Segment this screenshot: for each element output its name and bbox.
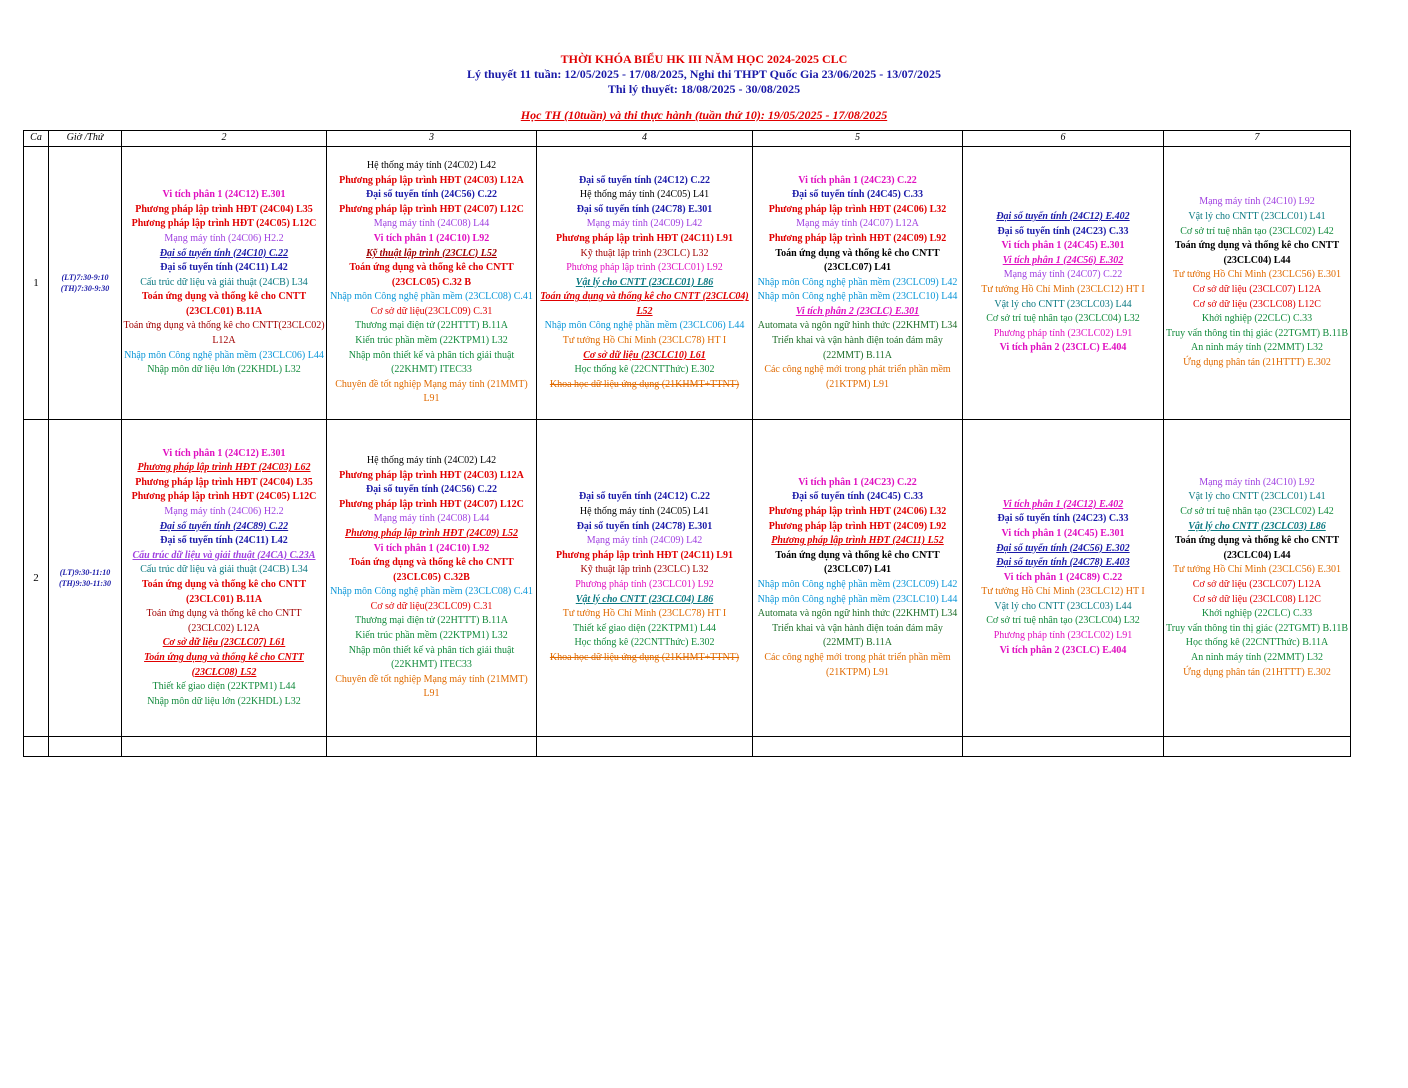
empty-cell [327,737,537,757]
day-cell [753,147,963,420]
course-entry: Kỹ thuật lập trình (23CLC) L52 [366,247,497,259]
course-entry: Chuyên đề tốt nghiệp Mạng máy tính (21MMT) L91 [335,378,528,405]
course-entry: Vi tích phân 1 (24C23) C.22 [798,476,917,488]
course-entry: Đại số tuyến tính (24C12) E.402 [996,211,1130,223]
day-cell [327,420,537,737]
course-entry: Cơ sở dữ liệu (23CLC07) L61 [162,637,286,649]
course-entry: Vi tích phân 2 (23CLC) E.301 [795,305,920,317]
course-entry: Đại số tuyến tính (24C78) E.301 [576,520,713,532]
course-entry: Cấu trúc dữ liệu và giải thuật (24CA) C.23A [132,549,316,561]
course-entry: Đại số tuyến tính (24C56) E.302 [996,542,1130,554]
course-entry: Phương pháp lập trình HĐT (24C03) L62 [137,462,311,474]
theory-time: (LT)9:30-11:10 [59,568,111,577]
course-entry: Mạng máy tính (24C06) H2.2 [164,232,284,244]
day-cell [537,420,753,737]
course-entry: Ứng dụng phân tán (21HTTT) E.302 [1183,356,1331,368]
course-entry: Đại số tuyến tính (24C23) C.33 [997,513,1129,525]
day-cell [1164,420,1351,737]
empty-cell [49,737,122,757]
course-entry: Khoa học dữ liệu ứng dụng (21KHMT+TTNT) [549,651,740,663]
course-entry: Mạng máy tính (24C08) L44 [373,513,490,525]
course-entry: Vi tích phân 1 (24C89) C.22 [1003,571,1123,583]
day-cell [537,147,753,420]
session-number: 1 [24,147,49,420]
course-entry: Tư tưởng Hồ Chí Minh (23CLC12) HT I [981,284,1145,295]
course-entry: Vật lý cho CNTT (23CLC01) L86 [575,276,714,288]
course-entry: Vi tích phân 1 (24C12) E.402 [1002,498,1124,510]
day-cell [1164,147,1351,420]
course-entry: Phương pháp lập trình HĐT (24C09) L92 [768,520,947,532]
course-entry: An ninh máy tính (22MMT) L32 [1191,651,1323,663]
course-entry: Chuyên đề tốt nghiệp Mạng máy tính (21MMT) L91 [335,673,528,700]
empty-row [24,737,1351,757]
course-entry: Các công nghệ mới trong phát triển phần mềm (21KTPM) L91 [764,364,951,390]
header-row [24,131,1351,147]
header-day-7: 7 [1164,131,1351,147]
practice-time: (TH)9:30-11:30 [59,579,111,588]
course-entry: Tư tưởng Hồ Chí Minh (23CLC78) HT I [562,335,727,347]
course-entry: Nhập môn Công nghệ phần mềm (23CLC09) L42 [757,276,958,288]
course-entry: Automata và ngôn ngữ hình thức (22KHMT) L34 [757,320,958,332]
course-entry: Mạng máy tính (24C06) H2.2 [164,506,284,518]
course-entry: Phương pháp lập trình HĐT (24C04) L35 [135,203,313,215]
course-entry: Phương pháp tính (23CLC02) L91 [993,327,1133,339]
course-entry: Đại số tuyến tính (24C89) C.22 [159,520,289,532]
course-entry: Tư tưởng Hồ Chí Minh (23CLC56) E.301 [1172,564,1342,576]
course-entry: Triển khai và vận hành điện toán đám mây (22MMT) B.11A [772,335,943,361]
course-entry: Phương pháp lập trình HĐT (24C03) L12A [339,174,524,186]
day-cell [963,420,1164,737]
course-entry: Toán ứng dụng và thống kê cho CNTT (23CLC07) L41 [775,549,940,576]
course-entry: Phương pháp lập trình HĐT (24C06) L32 [768,203,947,215]
course-entry: Toán ứng dụng và thống kê cho CNTT (23CLC05) C.32B [349,557,514,583]
course-entry: Nhập môn Công nghệ phần mềm (23CLC06) L44 [544,320,745,332]
course-entry: Toán ứng dụng và thống kê cho CNTT (23CLC02) L12A [146,608,302,634]
course-entry: Cơ sở dữ liệu (23CLC08) L12C [1193,593,1321,605]
course-entry: Nhập môn Công nghệ phần mềm (23CLC08) C.41 [330,586,533,598]
course-entry: Automata và ngôn ngữ hình thức (22KHMT) L34 [757,608,958,620]
course-entry: Học thống kê (22CNTThức) E.302 [574,637,715,649]
session-time [49,420,122,737]
course-entry: Đại số tuyến tính (24C45) C.33 [791,491,924,503]
theory-period: Lý thuyết 11 tuần: 12/05/2025 - 17/08/2025, Nghỉ thi THPT Quốc Gia 23/06/2025 - 13/07/2025 [467,67,941,81]
course-entry: Thiết kế giao diện (22KTPM1) L44 [572,622,717,634]
course-entry: Phương pháp lập trình HĐT (24C04) L35 [135,476,313,488]
empty-cell [753,737,963,757]
header-day-5: 5 [753,131,963,147]
header-time: Giờ /Thứ [49,131,122,147]
course-entry: Đại số tuyến tính (24C12) C.22 [578,174,711,186]
course-entry: Phương pháp lập trình (23CLC01) L92 [566,262,723,274]
course-entry: Toán ứng dụng và thống kê cho CNTT (23CLC05) C.32 B [349,262,514,288]
course-entry: Phương pháp lập trình HĐT (24C09) L52 [344,527,519,539]
course-entry: Kiến trúc phần mềm (22KTPM1) L32 [355,335,508,347]
timetable [23,130,1351,757]
course-entry: Toán ứng dụng và thống kê cho CNTT (23CLC04) L52 [540,291,749,317]
session-number: 2 [24,420,49,737]
course-entry: Đại số tuyến tính (24C23) C.33 [997,225,1129,237]
course-entry: Kiến trúc phần mềm (22KTPM1) L32 [355,630,508,642]
course-entry: Đại số tuyến tính (24C12) C.22 [578,491,711,503]
course-entry: Tư tưởng Hồ Chí Minh (23CLC78) HT I [562,608,727,620]
course-entry: Đại số tuyến tính (24C45) C.33 [791,189,924,201]
course-entry: Nhập môn dữ liệu lớn (22KHDL) L32 [147,695,301,707]
header-day-4: 4 [537,131,753,147]
session-row-2 [24,420,1351,737]
course-entry: Khởi nghiệp (22CLC) C.33 [1201,608,1313,620]
course-entry: Vi tích phân 1 (24C10) L92 [373,232,490,244]
course-entry: Toán ứng dụng và thống kê cho CNTT (23CLC08) L52 [144,651,304,678]
course-entry: Vi tích phân 2 (23CLC) E.404 [999,342,1127,354]
course-entry: Mạng máy tính (24C08) L44 [373,218,490,230]
session-time [49,147,122,420]
course-entry: Khoa học dữ liệu ứng dụng (21KHMT+TTNT) [549,378,740,390]
course-entry: Cơ sở dữ liệu (23CLC07) L12A [1192,579,1322,590]
day-cell [122,147,327,420]
course-entry: Học thống kê (22CNTThức) E.302 [574,364,715,376]
course-entry: Cơ sở dữ liệu(23CLC09) C.31 [370,600,493,612]
day-cell [327,147,537,420]
course-entry: Toán ứng dụng và thống kê cho CNTT (23CLC07) L41 [775,247,940,274]
course-entry: Hệ thống máy tính (24C05) L41 [579,506,710,518]
session-row-1 [24,147,1351,420]
course-entry: Phương pháp lập trình HĐT (24C11) L52 [771,535,944,547]
course-entry: Cơ sở trí tuệ nhân tạo (23CLC02) L42 [1180,506,1334,518]
course-entry: Vật lý cho CNTT (23CLC03) L44 [994,600,1132,612]
course-entry: Các công nghệ mới trong phát triển phần mềm (21KTPM) L91 [764,651,951,678]
course-entry: Đại số tuyến tính (24C10) C.22 [159,247,289,259]
course-entry: Nhập môn Công nghệ phần mềm (23CLC08) C.41 [330,291,533,303]
course-entry: Vật lý cho CNTT (23CLC04) L86 [575,593,714,605]
course-entry: Vi tích phân 2 (23CLC) E.404 [999,644,1127,656]
theory-time: (LT)7:30-9:10 [61,273,109,282]
course-entry: Mạng máy tính (24C09) L42 [586,218,703,230]
course-entry: Toán ứng dụng và thống kê cho CNTT (23CLC01) B.11A [141,579,307,605]
course-entry: Vật lý cho CNTT (23CLC01) L41 [1188,211,1326,223]
course-entry: Đại số tuyến tính (24C11) L42 [160,262,288,274]
course-entry: Đại số tuyến tính (24C56) C.22 [365,484,498,496]
course-entry: An ninh máy tính (22MMT) L32 [1191,342,1323,354]
course-entry: Vi tích phân 1 (24C23) C.22 [798,174,917,186]
course-entry: Vi tích phân 1 (24C45) E.301 [1001,240,1125,252]
course-entry: Nhập môn thiết kế và phân tích giải thuật (22KHMT) ITEC33 [348,349,515,376]
course-entry: Toán ứng dụng và thống kê cho CNTT (23CLC01) B.11A [141,291,307,317]
course-entry: Hệ thống máy tính (24C05) L41 [579,189,710,201]
day-cell [963,147,1164,420]
course-entry: Thương mại điện tử (22HTTT) B.11A [355,320,508,332]
course-entry: Kỹ thuật lập trình (23CLC) L32 [580,247,709,259]
empty-cell [1164,737,1351,757]
course-entry: Vi tích phân 1 (24C56) E.302 [1002,254,1124,266]
course-entry: Triển khai và vận hành điện toán đám mây (22MMT) B.11A [772,622,943,649]
course-entry: Vật lý cho CNTT (23CLC01) L41 [1188,491,1326,503]
course-entry: Phương pháp tính (23CLC01) L92 [575,579,714,590]
course-entry: Vật lý cho CNTT (23CLC03) L44 [994,298,1132,310]
course-entry: Học thống kê (22CNTThức) B.11A [1185,637,1329,649]
header-day-3: 3 [327,131,537,147]
course-entry: Phương pháp lập trình HĐT (24C07) L12C [339,203,524,215]
course-entry: Cơ sở dữ liệu (23CLC07) L12A [1192,284,1322,295]
course-entry: Cơ sở trí tuệ nhân tạo (23CLC04) L32 [986,313,1140,325]
course-entry: Cơ sở dữ liệu (23CLC10) L61 [583,349,706,361]
course-entry: Phương pháp lập trình HĐT (24C09) L92 [768,232,947,244]
header-day-2: 2 [122,131,327,147]
course-entry: Nhập môn Công nghệ phần mềm (23CLC06) L44 [124,349,324,361]
course-entry: Tư tưởng Hồ Chí Minh (23CLC56) E.301 [1172,269,1342,281]
course-entry: Thiết kế giao diện (22KTPM1) L44 [152,681,296,693]
course-entry: Mạng máy tính (24C09) L42 [586,535,703,547]
course-entry: Cơ sở dữ liệu(23CLC09) C.31 [370,305,493,317]
course-entry: Vi tích phân 1 (24C12) E.301 [162,189,286,201]
course-entry: Truy vấn thông tin thị giác (22TGMT) B.11B [1165,327,1349,339]
practice-period: Học TH (10tuần) và thi thực hành (tuần thứ 10): 19/05/2025 - 17/08/2025 [520,108,888,122]
course-entry: Đại số tuyến tính (24C56) C.22 [365,189,498,201]
course-entry: Toán ứng dụng và thống kê cho CNTT(23CLC02) L12A [123,320,325,347]
course-entry: Cơ sở dữ liệu (23CLC08) L12C [1193,298,1321,310]
exam-period: Thi lý thuyết: 18/08/2025 - 30/08/2025 [607,82,801,96]
course-entry: Phương pháp lập trình HĐT (24C11) L91 [556,549,733,561]
empty-cell [963,737,1164,757]
course-entry: Đại số tuyến tính (24C11) L42 [160,535,288,547]
course-entry: Đại số tuyến tính (24C78) E.301 [576,203,713,215]
course-entry: Cơ sở trí tuệ nhân tạo (23CLC02) L42 [1180,225,1334,237]
course-entry: Cấu trúc dữ liệu và giải thuật (24CB) L34 [140,564,308,576]
practice-time: (TH)7:30-9:30 [60,284,110,293]
course-entry: Ứng dụng phân tán (21HTTT) E.302 [1183,666,1331,678]
course-entry: Phương pháp lập trình HĐT (24C07) L12C [339,498,524,510]
day-cell [122,420,327,737]
course-entry: Khởi nghiệp (22CLC) C.33 [1201,313,1313,325]
schedule-title: THỜI KHÓA BIỂU HK III NĂM HỌC 2024-2025 CLC [560,52,848,66]
course-entry: Nhập môn Công nghệ phần mềm (23CLC09) L42 [757,579,958,590]
course-entry: Vi tích phân 1 (24C12) E.301 [162,447,286,459]
course-entry: Mạng máy tính (24C07) L12A [796,218,919,230]
course-entry: Vi tích phân 1 (24C10) L92 [373,542,490,554]
course-entry: Mạng máy tính (24C07) C.22 [1003,269,1123,281]
course-entry: Nhập môn dữ liệu lớn (22KHDL) L32 [147,364,301,376]
course-entry: Toán ứng dụng và thống kê cho CNTT (23CLC04) L44 [1174,535,1340,561]
course-entry: Toán ứng dụng và thống kê cho CNTT (23CLC04) L44 [1174,240,1340,266]
course-entry: Hệ thống máy tính (24C02) L42 [366,454,497,466]
course-entry: Đại số tuyến tính (24C78) E.403 [996,557,1130,569]
header-day-6: 6 [963,131,1164,147]
course-entry: Phương pháp lập trình HĐT (24C03) L12A [339,469,524,481]
course-entry: Nhập môn thiết kế và phân tích giải thuật (22KHMT) ITEC33 [348,644,515,671]
course-entry: Thương mại điện tử (22HTTT) B.11A [355,615,508,627]
course-entry: Truy vấn thông tin thị giác (22TGMT) B.11B [1165,622,1349,634]
course-entry: Phương pháp tính (23CLC02) L91 [993,630,1133,642]
course-entry: Hệ thống máy tính (24C02) L42 [366,159,497,171]
course-entry: Nhập môn Công nghệ phần mềm (23CLC10) L44 [757,593,958,605]
empty-cell [122,737,327,757]
course-entry: Cơ sở trí tuệ nhân tạo (23CLC04) L32 [986,615,1140,627]
header-ca: Ca [24,131,49,147]
course-entry: Cấu trúc dữ liệu và giải thuật (24CB) L34 [140,276,308,288]
course-entry: Mạng máy tính (24C10) L92 [1199,196,1315,208]
course-entry: Phương pháp lập trình HĐT (24C11) L91 [556,232,733,244]
course-entry: Tư tưởng Hồ Chí Minh (23CLC12) HT I [981,586,1145,598]
course-entry: Vi tích phân 1 (24C45) E.301 [1001,527,1125,539]
empty-cell [537,737,753,757]
course-entry: Mạng máy tính (24C10) L92 [1199,476,1315,488]
course-entry: Phương pháp lập trình HĐT (24C06) L32 [768,506,947,518]
course-entry: Phương pháp lập trình HĐT (24C05) L12C [131,491,317,503]
course-entry: Vật lý cho CNTT (23CLC03) L86 [1188,520,1326,532]
day-cell [753,420,963,737]
empty-cell [24,737,49,757]
course-entry: Nhập môn Công nghệ phần mềm (23CLC10) L44 [757,291,958,303]
course-entry: Phương pháp lập trình HĐT (24C05) L12C [131,218,317,230]
course-entry: Kỹ thuật lập trình (23CLC) L32 [580,564,709,576]
